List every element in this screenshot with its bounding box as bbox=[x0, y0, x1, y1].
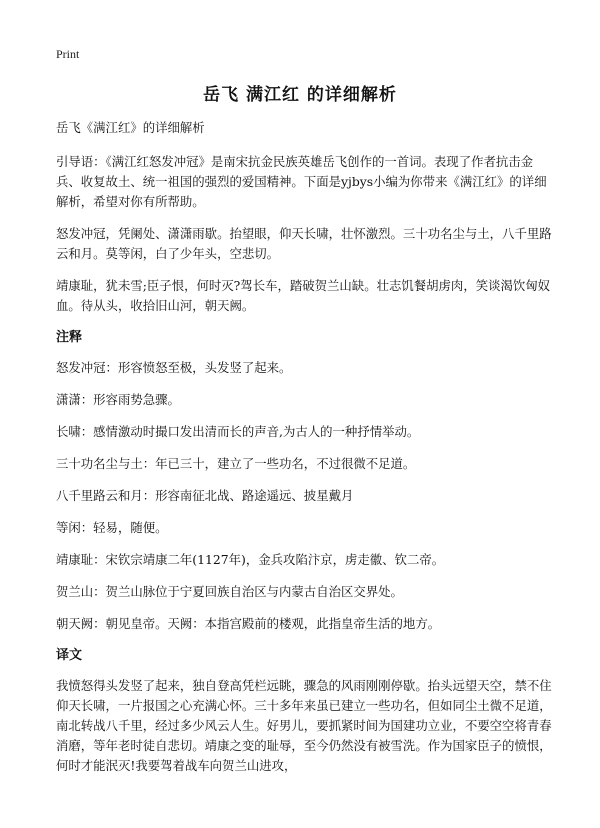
poem-stanza-2: 靖康耻，犹未雪;臣子恨，何时灭?驾长车，踏破贺兰山缺。壮志饥餐胡虏肉，笑谈渴饮匈奴血。待从头，收拾旧山河，朝天阙。 bbox=[56, 278, 551, 313]
poem-stanza-1: 怒发冲冠，凭阑处、潇潇雨歇。抬望眼，仰天长啸，壮怀激烈。三十功名尘与土，八千里路云和月。莫等闲，白了少年头，空悲切。 bbox=[56, 226, 552, 261]
note-item: 三十功名尘与土：年已三十，建立了一些功名，不过很微不足道。 bbox=[56, 456, 416, 471]
note-item: 朝天阙：朝见皇帝。天阙：本指宫殿前的楼观，此指皇帝生活的地方。 bbox=[56, 616, 441, 631]
note-item: 八千里路云和月：形容南征北战、路途遥远、披星戴月 bbox=[56, 488, 354, 503]
note-item: 等闲：轻易，随便。 bbox=[56, 520, 168, 535]
article-subtitle: 岳飞《满江红》的详细解析 bbox=[56, 120, 205, 135]
notes-heading: 注释 bbox=[56, 330, 83, 345]
intro-paragraph: 引导语：《满江红怒发冲冠》是南宋抗金民族英雄岳飞创作的一首词。表现了作者抗击金兵、收复故土、统一祖国的强烈的爱国精神。下面是yjbys小编为你带来《满江红》的详细解析，希望对你有所帮助。 bbox=[56, 154, 547, 209]
note-item: 靖康耻：宋钦宗靖康二年(1127年)，金兵攻陷汴京，虏走徽、钦二帝。 bbox=[56, 552, 445, 567]
translation-heading: 译文 bbox=[56, 648, 83, 663]
print-link[interactable]: Print bbox=[56, 47, 80, 61]
page-title: 岳飞 满江红 的详细解析 bbox=[203, 85, 397, 105]
note-item: 潇潇：形容雨势急骤。 bbox=[56, 392, 180, 407]
article-body bbox=[56, 118, 554, 788]
note-item: 长啸：感情激动时撮口发出清而长的声音,为古人的一种抒情举动。 bbox=[56, 424, 420, 439]
note-item: 贺兰山：贺兰山脉位于宁夏回族自治区与内蒙古自治区交界处。 bbox=[56, 584, 403, 599]
translation-paragraph: 我愤怒得头发竖了起来，独自登高凭栏远眺，骤急的风雨刚刚停歇。抬头远望天空，禁不住仰天长啸，一片报国之心充满心怀。三十多年来虽已建立一些功名，但如同尘土微不足道，南北转战八千里，经过多少风云人生。好男儿，要抓紧时间为国建功立业，不要空空将青春消磨，等年老时徒自悲切。靖康之变的耻辱，至今仍然没有被雪洗。作为国家臣子的愤恨，何时才能泯灭!我要驾着战车向贺兰山进攻， bbox=[56, 678, 552, 773]
note-item: 怒发冲冠：形容愤怒至极，头发竖了起来。 bbox=[56, 360, 292, 375]
